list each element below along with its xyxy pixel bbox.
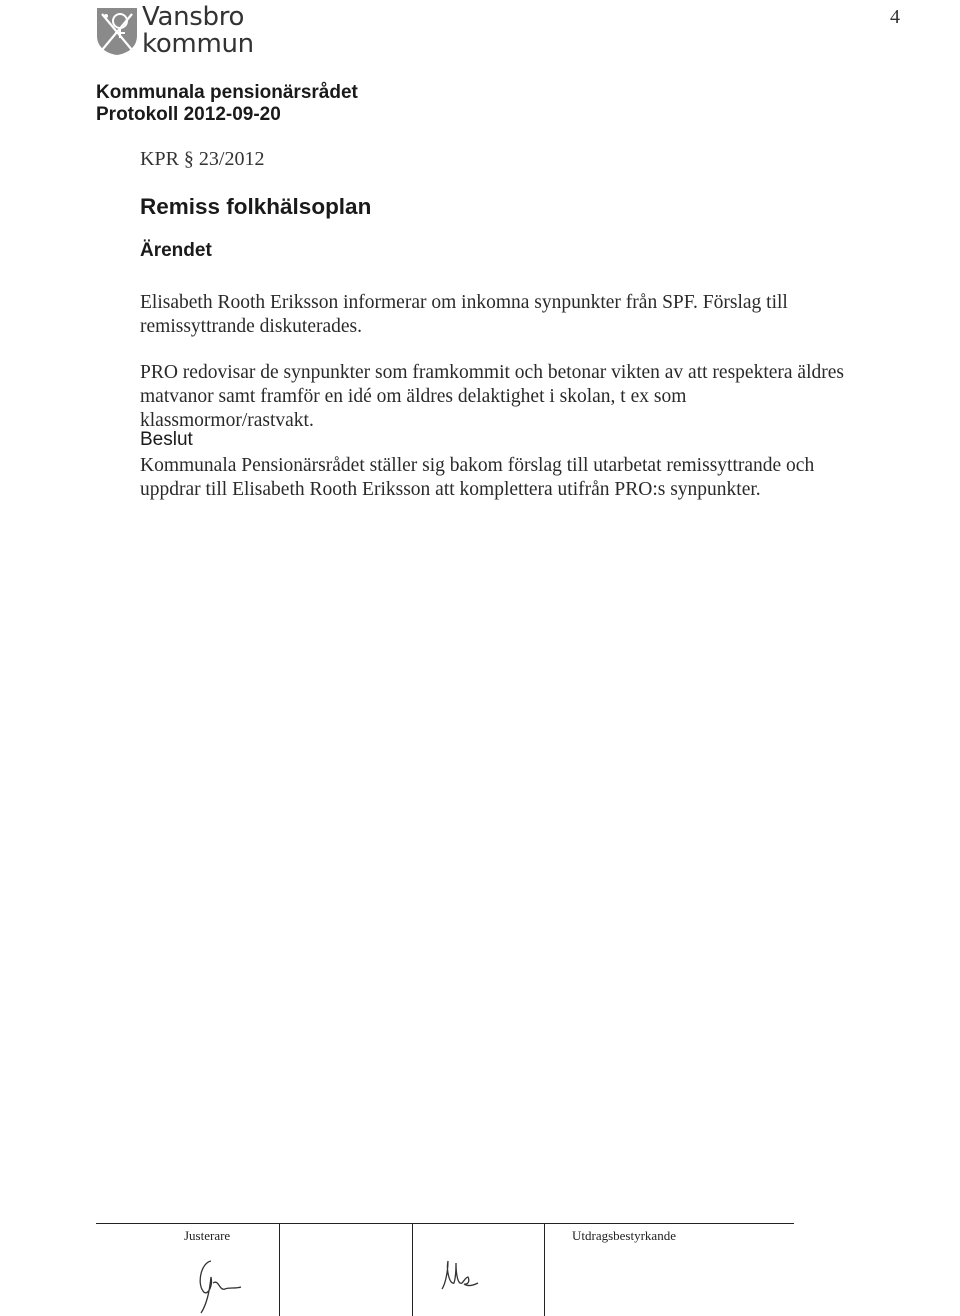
footer-divider: [96, 1223, 794, 1224]
case-paragraph-1: Elisabeth Rooth Eriksson informerar om inkomna synpunkter från SPF. Förslag till remissyttrande diskuterades.: [140, 292, 788, 337]
section-title: Remiss folkhälsoplan: [140, 194, 372, 219]
municipality-logo: [96, 2, 276, 59]
footer-column-divider: [544, 1223, 545, 1316]
decision-heading: Beslut: [140, 429, 193, 450]
logo-wordmark: [142, 4, 254, 58]
coat-of-arms-icon: [96, 6, 138, 56]
organization-name: Kommunala pensionärsrådet: [96, 82, 358, 103]
section-reference: KPR § 23/2012: [140, 148, 265, 170]
case-heading: Ärendet: [140, 240, 212, 261]
logo-line-1: Vansbro: [142, 2, 245, 32]
justerare-label: Justerare: [184, 1228, 231, 1243]
footer-column-divider: [279, 1223, 280, 1316]
case-paragraph-2: PRO redovisar de synpunkter som framkommit och betonar vikten av att respektera äldres matvanor samt framför en idé om äldres delaktighet i skolan, t ex som klassmormor/rastvakt.: [140, 362, 844, 431]
signature-1: [189, 1253, 249, 1315]
document-header: [96, 82, 358, 126]
logo-line-2: kommun: [142, 29, 254, 59]
protocol-date: Protokoll 2012-09-20: [96, 104, 281, 125]
decision-text: Kommunala Pensionärsrådet ställer sig bakom förslag till utarbetat remissyttrande och uppdrar till Elisabeth Rooth Eriksson att komplettera utifrån PRO:s synpunkter.: [140, 455, 815, 500]
utdrag-label: Utdragsbestyrkande: [572, 1228, 676, 1243]
signature-footer: [96, 1223, 794, 1316]
footer-column-divider: [412, 1223, 413, 1316]
page-number: 4: [890, 6, 900, 28]
signature-2: [434, 1253, 484, 1293]
